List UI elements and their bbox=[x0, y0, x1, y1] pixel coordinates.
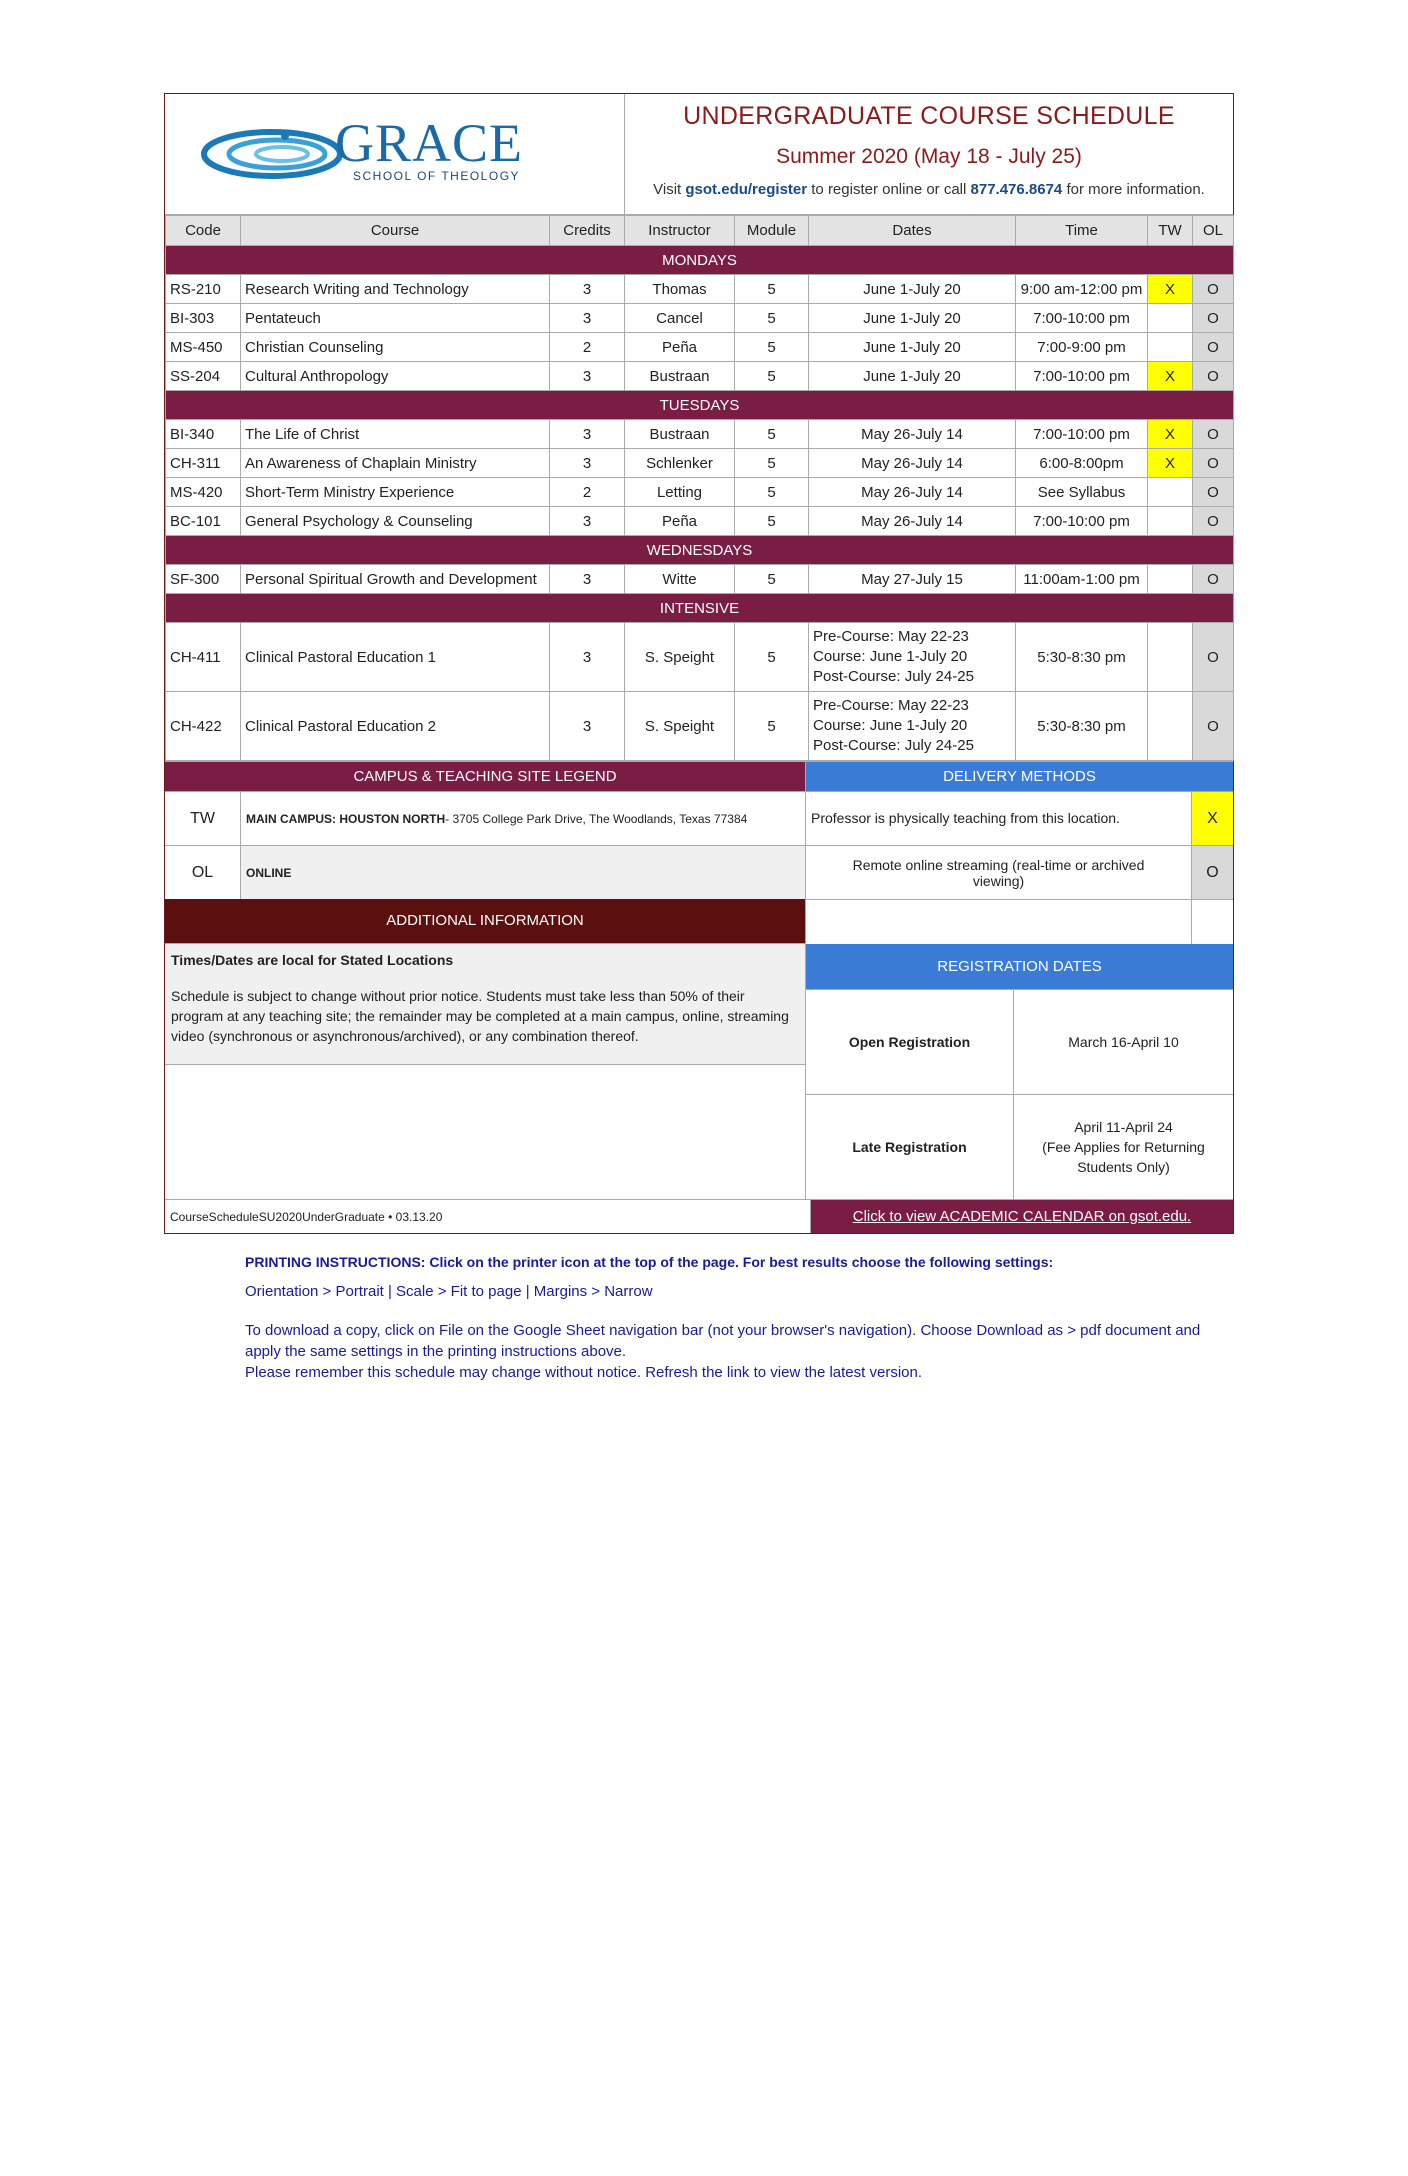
course-name: Research Writing and Technology bbox=[241, 275, 550, 304]
course-code: CH-311 bbox=[166, 449, 241, 478]
course-name: Personal Spiritual Growth and Development bbox=[241, 565, 550, 594]
course-name: An Awareness of Chaplain Ministry bbox=[241, 449, 550, 478]
course-time: 11:00am-1:00 pm bbox=[1016, 565, 1148, 594]
course-dates: June 1-July 20 bbox=[809, 362, 1016, 391]
printing-settings: Orientation > Portrait | Scale > Fit to page | Margins > Narrow bbox=[245, 1283, 653, 1300]
course-dates bbox=[809, 692, 1016, 761]
col-tw: TW bbox=[1148, 216, 1193, 246]
legend-desc bbox=[241, 846, 805, 899]
delivery-mark: O bbox=[1192, 846, 1233, 899]
course-time: 7:00-10:00 pm bbox=[1016, 304, 1148, 333]
course-time: 5:30-8:30 pm bbox=[1016, 692, 1148, 761]
course-name: General Psychology & Counseling bbox=[241, 507, 550, 536]
course-instructor: S. Speight bbox=[625, 692, 735, 761]
table-row bbox=[166, 449, 1234, 478]
grace-swirl-icon bbox=[197, 124, 347, 184]
course-dates: May 26-July 14 bbox=[809, 420, 1016, 449]
legend-code: TW bbox=[165, 792, 241, 845]
course-code: MS-420 bbox=[166, 478, 241, 507]
delivery-row bbox=[806, 791, 1233, 845]
tw-mark: X bbox=[1148, 362, 1193, 391]
blank-area bbox=[165, 1065, 805, 1198]
date-line: Course: June 1-July 20 bbox=[813, 717, 968, 734]
file-id: CourseScheduleSU2020UnderGraduate • 03.13.20 bbox=[165, 1200, 811, 1233]
sheet-header bbox=[165, 94, 1233, 215]
ol-mark: O bbox=[1193, 692, 1234, 761]
registration-row bbox=[806, 1094, 1233, 1199]
legend-code: OL bbox=[165, 846, 241, 899]
course-module: 5 bbox=[735, 333, 809, 362]
course-module: 5 bbox=[735, 304, 809, 333]
ol-mark: O bbox=[1193, 623, 1234, 692]
visit-middle: to register online or call bbox=[807, 181, 971, 198]
course-instructor: Cancel bbox=[625, 304, 735, 333]
legend-block bbox=[165, 761, 1233, 1199]
register-link[interactable]: gsot.edu/register bbox=[685, 181, 808, 198]
course-module: 5 bbox=[735, 449, 809, 478]
course-module: 5 bbox=[735, 507, 809, 536]
legend-address: - 3705 College Park Drive, The Woodlands, Texas 77384 bbox=[445, 811, 748, 826]
course-name: Clinical Pastoral Education 2 bbox=[241, 692, 550, 761]
col-ol: OL bbox=[1193, 216, 1234, 246]
course-code: SF-300 bbox=[166, 565, 241, 594]
registration-label: Late Registration bbox=[806, 1095, 1014, 1199]
course-code: BI-303 bbox=[166, 304, 241, 333]
delivery-title: DELIVERY METHODS bbox=[806, 762, 1233, 791]
course-instructor: Schlenker bbox=[625, 449, 735, 478]
course-dates: May 26-July 14 bbox=[809, 478, 1016, 507]
section-header-row bbox=[166, 246, 1234, 275]
course-instructor: Bustraan bbox=[625, 362, 735, 391]
course-time: 9:00 am-12:00 pm bbox=[1016, 275, 1148, 304]
course-dates: May 27-July 15 bbox=[809, 565, 1016, 594]
ol-mark: O bbox=[1193, 275, 1234, 304]
registration-row bbox=[806, 989, 1233, 1094]
course-instructor: Peña bbox=[625, 507, 735, 536]
legend-title: CAMPUS & TEACHING SITE LEGEND bbox=[165, 762, 805, 791]
course-credits: 3 bbox=[550, 565, 625, 594]
delivery-methods bbox=[806, 762, 1233, 1199]
ol-mark: O bbox=[1193, 507, 1234, 536]
term-title: Summer 2020 (May 18 - July 25) bbox=[776, 145, 1082, 168]
course-dates: June 1-July 20 bbox=[809, 333, 1016, 362]
course-credits: 3 bbox=[550, 275, 625, 304]
course-credits: 3 bbox=[550, 304, 625, 333]
ol-mark: O bbox=[1193, 449, 1234, 478]
ol-mark: O bbox=[1193, 565, 1234, 594]
course-code: BC-101 bbox=[166, 507, 241, 536]
table-row bbox=[166, 478, 1234, 507]
delivery-row bbox=[806, 845, 1233, 899]
legend-name: ONLINE bbox=[246, 865, 292, 880]
registration-value: April 11-April 24 (Fee Applies for Returning Students Only) bbox=[1042, 1119, 1205, 1175]
remember-text: Please remember this schedule may change without notice. Refresh the link to view the latest version. bbox=[245, 1364, 923, 1381]
date-line: Post-Course: July 24-25 bbox=[813, 668, 974, 685]
course-instructor: Bustraan bbox=[625, 420, 735, 449]
table-row bbox=[166, 420, 1234, 449]
tw-mark: X bbox=[1148, 420, 1193, 449]
page-title: UNDERGRADUATE COURSE SCHEDULE bbox=[683, 102, 1175, 130]
course-code: SS-204 bbox=[166, 362, 241, 391]
date-line: Post-Course: July 24-25 bbox=[813, 737, 974, 754]
printing-instructions bbox=[245, 1252, 1225, 1383]
header-row bbox=[166, 216, 1234, 246]
tw-mark bbox=[1148, 478, 1193, 507]
schedule-sheet bbox=[164, 93, 1234, 1234]
course-code: CH-422 bbox=[166, 692, 241, 761]
course-module: 5 bbox=[735, 478, 809, 507]
date-line: Pre-Course: May 22-23 bbox=[813, 697, 969, 714]
academic-calendar-link[interactable]: Click to view ACADEMIC CALENDAR on gsot.edu. bbox=[811, 1200, 1233, 1233]
tw-mark bbox=[1148, 623, 1193, 692]
visit-prefix: Visit bbox=[653, 181, 686, 198]
course-time: 5:30-8:30 pm bbox=[1016, 623, 1148, 692]
course-name: Cultural Anthropology bbox=[241, 362, 550, 391]
title-block bbox=[625, 94, 1233, 214]
logo-subtitle: SCHOOL OF THEOLOGY bbox=[353, 169, 521, 183]
course-code: MS-450 bbox=[166, 333, 241, 362]
empty-row bbox=[806, 899, 1233, 944]
table-row bbox=[166, 275, 1234, 304]
delivery-text: Professor is physically teaching from this location. bbox=[806, 792, 1192, 845]
course-instructor: Letting bbox=[625, 478, 735, 507]
additional-body: Schedule is subject to change without prior notice. Students must take less than 50% of their program at any teaching site; the remainder may be completed at a main campus, online, streaming video (synchronous or asynchronous/archived), or any combination thereof. bbox=[171, 988, 789, 1044]
col-course: Course bbox=[241, 216, 550, 246]
course-time: 7:00-10:00 pm bbox=[1016, 420, 1148, 449]
logo bbox=[165, 94, 625, 214]
tw-mark bbox=[1148, 507, 1193, 536]
delivery-mark: X bbox=[1192, 792, 1233, 845]
table-row bbox=[166, 565, 1234, 594]
course-time: 7:00-10:00 pm bbox=[1016, 362, 1148, 391]
download-text: To download a copy, click on File on the Google Sheet navigation bar (not your browser's navigation). Choose Download as > pdf document and apply the same settings in the printing instructions above. bbox=[245, 1322, 1201, 1360]
course-instructor: Witte bbox=[625, 565, 735, 594]
course-time: 7:00-10:00 pm bbox=[1016, 507, 1148, 536]
empty-cell bbox=[1192, 900, 1233, 944]
empty-cell bbox=[806, 900, 1192, 944]
tw-mark bbox=[1148, 565, 1193, 594]
schedule-table bbox=[165, 215, 1234, 761]
course-module: 5 bbox=[735, 362, 809, 391]
printing-heading: PRINTING INSTRUCTIONS: Click on the printer icon at the top of the page. For best results choose the following settings: bbox=[245, 1254, 1054, 1270]
table-row bbox=[166, 333, 1234, 362]
campus-legend bbox=[165, 762, 806, 1199]
ol-mark: O bbox=[1193, 362, 1234, 391]
course-name: Short-Term Ministry Experience bbox=[241, 478, 550, 507]
col-instructor: Instructor bbox=[625, 216, 735, 246]
course-credits: 3 bbox=[550, 362, 625, 391]
course-credits: 3 bbox=[550, 420, 625, 449]
section-header: INTENSIVE bbox=[166, 594, 1234, 623]
course-dates: May 26-July 14 bbox=[809, 449, 1016, 478]
date-line: Course: June 1-July 20 bbox=[813, 648, 968, 665]
course-name: Christian Counseling bbox=[241, 333, 550, 362]
section-header: MONDAYS bbox=[166, 246, 1234, 275]
col-module: Module bbox=[735, 216, 809, 246]
additional-info bbox=[165, 943, 805, 1065]
course-credits: 2 bbox=[550, 333, 625, 362]
course-name: The Life of Christ bbox=[241, 420, 550, 449]
table-row bbox=[166, 304, 1234, 333]
ol-mark: O bbox=[1193, 333, 1234, 362]
table-row bbox=[166, 507, 1234, 536]
table-row bbox=[166, 362, 1234, 391]
course-module: 5 bbox=[735, 275, 809, 304]
course-name: Clinical Pastoral Education 1 bbox=[241, 623, 550, 692]
table-row bbox=[166, 692, 1234, 761]
course-name: Pentateuch bbox=[241, 304, 550, 333]
course-credits: 3 bbox=[550, 623, 625, 692]
additional-heading: Times/Dates are local for Stated Locations bbox=[171, 952, 454, 968]
sheet-footer bbox=[165, 1199, 1233, 1233]
tw-mark: X bbox=[1148, 449, 1193, 478]
col-time: Time bbox=[1016, 216, 1148, 246]
ol-mark: O bbox=[1193, 478, 1234, 507]
course-dates: June 1-July 20 bbox=[809, 275, 1016, 304]
tw-mark bbox=[1148, 304, 1193, 333]
col-code: Code bbox=[166, 216, 241, 246]
course-credits: 3 bbox=[550, 449, 625, 478]
registration-value: March 16-April 10 bbox=[1068, 1034, 1179, 1050]
legend-row-tw bbox=[165, 791, 805, 845]
visit-text bbox=[625, 181, 1233, 198]
course-module: 5 bbox=[735, 420, 809, 449]
legend-desc bbox=[241, 792, 805, 845]
course-time: See Syllabus bbox=[1016, 478, 1148, 507]
course-module: 5 bbox=[735, 623, 809, 692]
course-instructor: Thomas bbox=[625, 275, 735, 304]
legend-row-ol bbox=[165, 845, 805, 899]
registration-label: Open Registration bbox=[806, 990, 1014, 1094]
section-header-row bbox=[166, 594, 1234, 623]
logo-wordmark: GRACE bbox=[335, 113, 524, 173]
course-credits: 3 bbox=[550, 692, 625, 761]
course-instructor: S. Speight bbox=[625, 623, 735, 692]
section-header: TUESDAYS bbox=[166, 391, 1234, 420]
section-header-row bbox=[166, 391, 1234, 420]
section-header-row bbox=[166, 536, 1234, 565]
course-time: 6:00-8:00pm bbox=[1016, 449, 1148, 478]
tw-mark bbox=[1148, 333, 1193, 362]
course-code: RS-210 bbox=[166, 275, 241, 304]
phone-number[interactable]: 877.476.8674 bbox=[970, 181, 1063, 198]
tw-mark: X bbox=[1148, 275, 1193, 304]
course-dates: May 26-July 14 bbox=[809, 507, 1016, 536]
additional-title: ADDITIONAL INFORMATION bbox=[165, 899, 805, 943]
ol-mark: O bbox=[1193, 304, 1234, 333]
course-code: CH-411 bbox=[166, 623, 241, 692]
course-instructor: Peña bbox=[625, 333, 735, 362]
ol-mark: O bbox=[1193, 420, 1234, 449]
col-dates: Dates bbox=[809, 216, 1016, 246]
course-module: 5 bbox=[735, 692, 809, 761]
course-credits: 2 bbox=[550, 478, 625, 507]
registration-title: REGISTRATION DATES bbox=[806, 944, 1233, 989]
course-time: 7:00-9:00 pm bbox=[1016, 333, 1148, 362]
course-dates bbox=[809, 623, 1016, 692]
section-header: WEDNESDAYS bbox=[166, 536, 1234, 565]
col-credits: Credits bbox=[550, 216, 625, 246]
visit-suffix: for more information. bbox=[1062, 181, 1205, 198]
course-credits: 3 bbox=[550, 507, 625, 536]
legend-name: MAIN CAMPUS: HOUSTON NORTH bbox=[246, 811, 446, 826]
course-module: 5 bbox=[735, 565, 809, 594]
course-code: BI-340 bbox=[166, 420, 241, 449]
table-row bbox=[166, 623, 1234, 692]
delivery-text: Remote online streaming (real-time or archived viewing) bbox=[806, 846, 1192, 899]
course-dates: June 1-July 20 bbox=[809, 304, 1016, 333]
date-line: Pre-Course: May 22-23 bbox=[813, 628, 969, 645]
tw-mark bbox=[1148, 692, 1193, 761]
